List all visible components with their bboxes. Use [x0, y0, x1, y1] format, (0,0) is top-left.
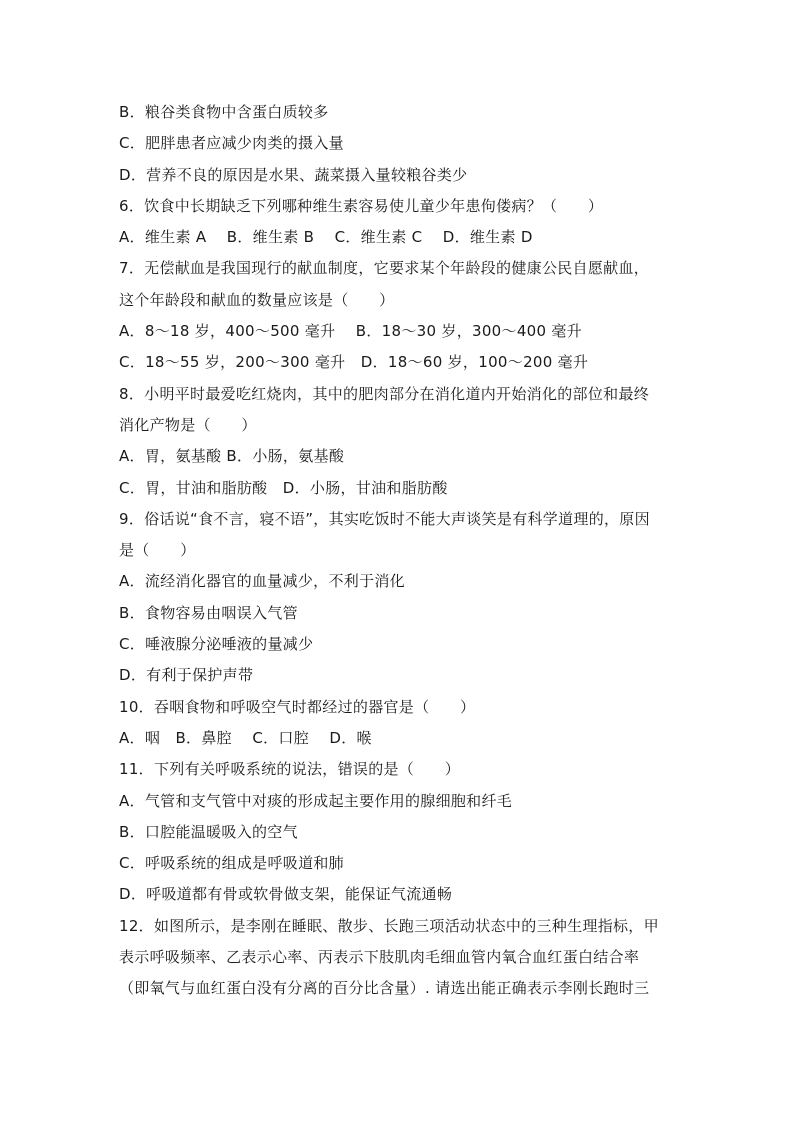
question-9-stem-line-1: 9．俗话说“食不言，寝不语”，其实吃饭时不能大声谈笑是有科学道理的，原因 — [119, 509, 650, 528]
option-d-malnutrition: D．营养不良的原因是水果、蔬菜摄入量较粮谷类少 — [119, 165, 468, 184]
question-9-option-c: C．唾液腺分泌唾液的量减少 — [119, 635, 314, 654]
question-9-stem-line-2: 是（ ） — [119, 541, 196, 560]
question-9-option-b: B．食物容易由咽误入气管 — [119, 603, 298, 622]
question-7-options-ab: A．8～18 岁，400～500 毫升 B．18～30 岁，300～400 毫升 — [119, 322, 583, 341]
question-8-options-cd: C．胃，甘油和脂肪酸 D．小肠，甘油和脂肪酸 — [119, 478, 448, 497]
question-12-stem-line-3: （即氧气与血红蛋白没有分离的百分比含量）. 请选出能正确表示李刚长跑时三 — [119, 979, 650, 998]
question-8-stem-line-2: 消化产物是（ ） — [119, 415, 257, 434]
question-11-option-d: D．呼吸道都有骨或软骨做支架，能保证气流通畅 — [119, 885, 453, 904]
question-9-option-a: A．流经消化器官的血量减少，不利于消化 — [119, 572, 405, 591]
question-10-stem: 10．吞咽食物和呼吸空气时都经过的器官是（ ） — [119, 697, 476, 716]
question-12-stem-line-2: 表示呼吸频率、乙表示心率、丙表示下肢肌肉毛细血管内氧合血红蛋白结合率 — [119, 948, 640, 967]
question-10-options: A．咽 B．鼻腔 C．口腔 D．喉 — [119, 728, 372, 747]
option-b-grain-protein: B．粮谷类食物中含蛋白质较多 — [119, 103, 329, 121]
question-11-option-a: A．气管和支气管中对痰的形成起主要作用的腺细胞和纤毛 — [119, 791, 513, 810]
question-7-stem-line-1: 7．无偿献血是我国现行的献血制度，它要求某个年龄段的健康公民自愿献血， — [119, 259, 650, 278]
question-8-options-ab: A．胃，氨基酸 B．小肠，氨基酸 — [119, 447, 345, 466]
question-text — [119, 97, 689, 1005]
question-12-stem-line-1: 12．如图所示，是李刚在睡眠、散步、长跑三项活动状态中的三种生理指标，甲 — [119, 916, 659, 935]
question-8-stem-line-1: 8．小明平时最爱吃红烧肉，其中的肥肉部分在消化道内开始消化的部位和最终 — [119, 384, 650, 403]
question-11-stem: 11．下列有关呼吸系统的说法，错误的是（ ） — [119, 760, 460, 779]
question-9-option-d: D．有利于保护声带 — [119, 666, 254, 685]
question-7-stem-line-2: 这个年龄段和献血的数量应该是（ ） — [119, 290, 395, 309]
question-7-options-cd: C．18～55 岁，200～300 毫升 D．18～60 岁，100～200 毫升 — [119, 353, 589, 372]
question-11-option-b: B．口腔能温暖吸入的空气 — [119, 822, 298, 841]
question-11-option-c: C．呼吸系统的组成是呼吸道和肺 — [119, 854, 344, 873]
option-c-obesity-meat: C．肥胖患者应减少肉类的摄入量 — [119, 134, 344, 153]
question-6-options: A．维生素 A B．维生素 B C．维生素 C D．维生素 D — [119, 228, 533, 247]
question-6-stem: 6．饮食中长期缺乏下列哪种维生素容易使儿童少年患佝偻病？（ ） — [119, 196, 604, 215]
